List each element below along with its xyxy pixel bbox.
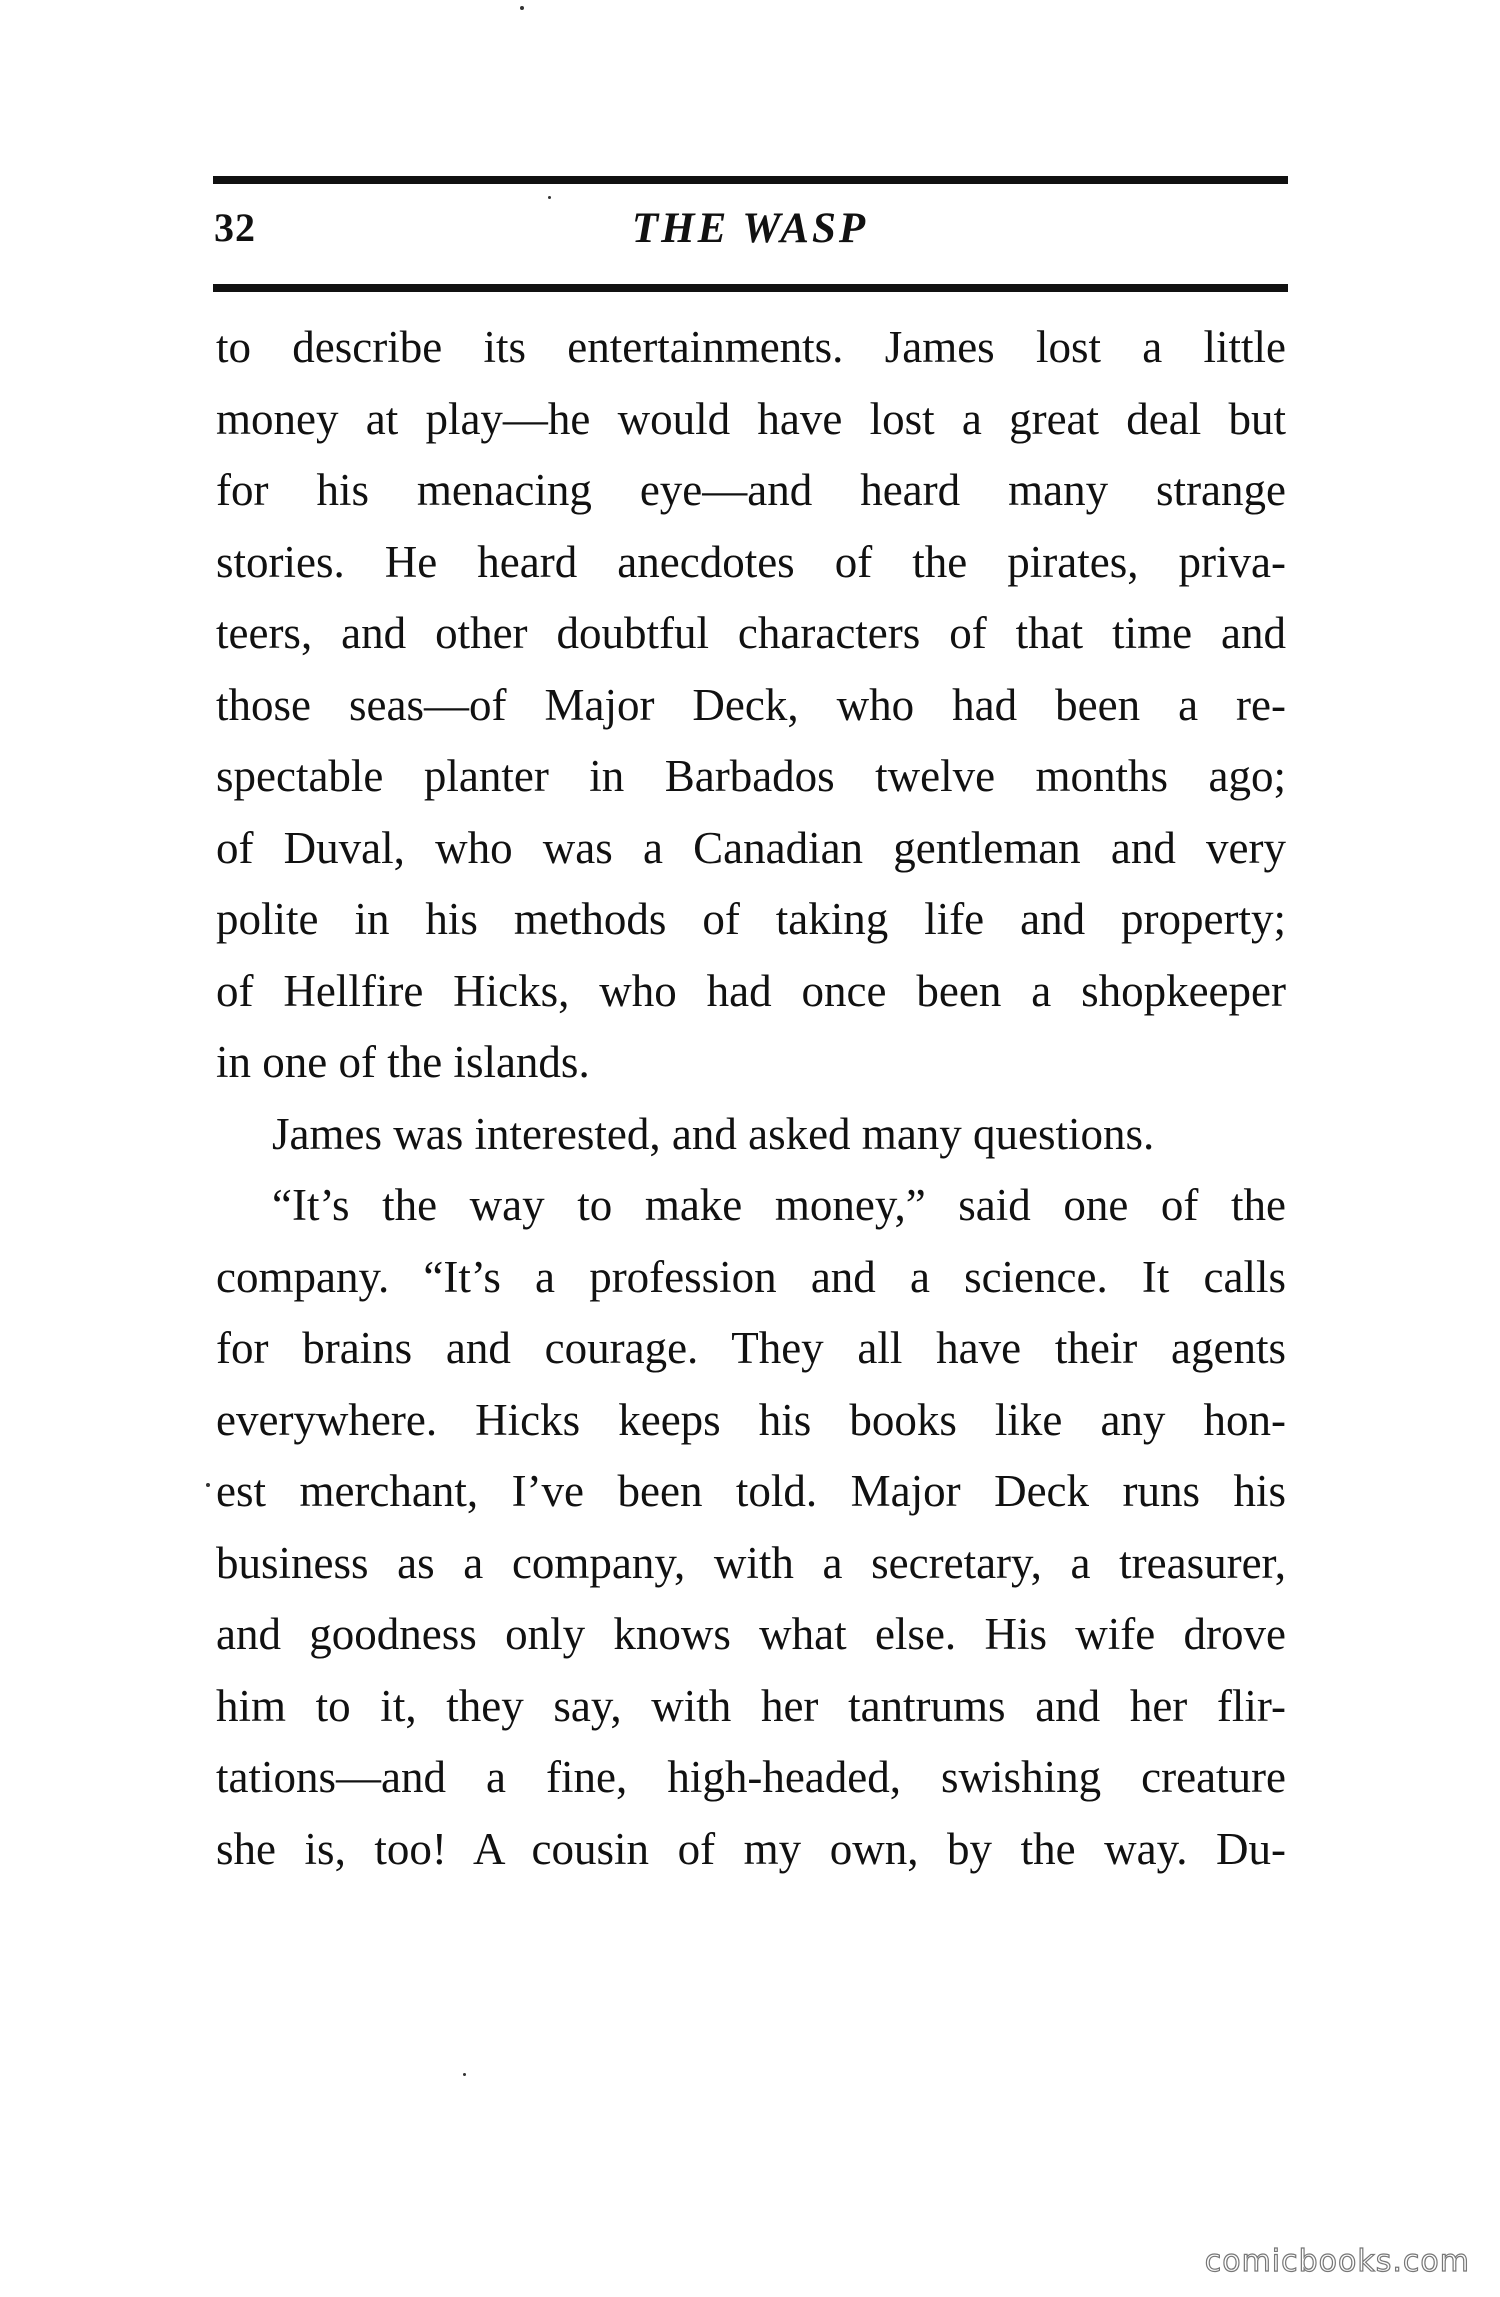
body-text [216, 312, 1286, 1885]
watermark-logo: comicbooks.com [1204, 2244, 1470, 2279]
text-line: company. “It’s a profession and a science. It calls [216, 1251, 1286, 1302]
scan-speck [520, 6, 524, 10]
text-line: everywhere. Hicks keeps his books like any hon- [216, 1394, 1286, 1445]
text-line-paragraph-start: “It’s the way to make money,” said one of the [272, 1180, 1286, 1230]
text-line-paragraph-end: in one of the islands. [216, 1037, 590, 1087]
text-line: those seas—of Major Deck, who had been a re- [216, 679, 1286, 730]
text-line: est merchant, I’ve been told. Major Deck runs his [216, 1466, 1286, 1516]
scan-speck [206, 1483, 210, 1487]
text-line: spectable planter in Barbados twelve months ago; [216, 751, 1286, 801]
text-line: tations—and a fine, high-headed, swishing creature [216, 1752, 1286, 1802]
page-number: 32 [214, 205, 256, 250]
text-line: to describe its entertainments. James lost a little [216, 322, 1286, 372]
text-line: and goodness only knows what else. His wife drove [216, 1609, 1286, 1659]
text-line-paragraph-start: James was interested, and asked many questions. [272, 1108, 1155, 1159]
header-rule-top [213, 176, 1288, 184]
text-line: of Hellfire Hicks, who had once been a shopkeeper [216, 965, 1286, 1016]
text-line: polite in his methods of taking life and property; [216, 894, 1286, 944]
scan-speck [548, 196, 551, 199]
text-line: money at play—he would have lost a great deal but [216, 393, 1286, 444]
text-line: she is, too! A cousin of my own, by the way. Du- [216, 1823, 1286, 1874]
text-line: for his menacing eye—and heard many strange [216, 465, 1286, 515]
text-line: business as a company, with a secretary, a treasurer, [216, 1537, 1286, 1588]
text-line: teers, and other doubtful characters of that time and [216, 608, 1286, 658]
running-title: THE WASP [631, 205, 869, 252]
text-line: of Duval, who was a Canadian gentleman and very [216, 822, 1286, 873]
text-line: him to it, they say, with her tantrums and her flir- [216, 1680, 1286, 1731]
text-line: stories. He heard anecdotes of the pirates, priva- [216, 536, 1286, 587]
scan-speck [463, 2073, 466, 2076]
header-rule-bottom [213, 284, 1288, 292]
text-line: for brains and courage. They all have their agents [216, 1323, 1286, 1373]
